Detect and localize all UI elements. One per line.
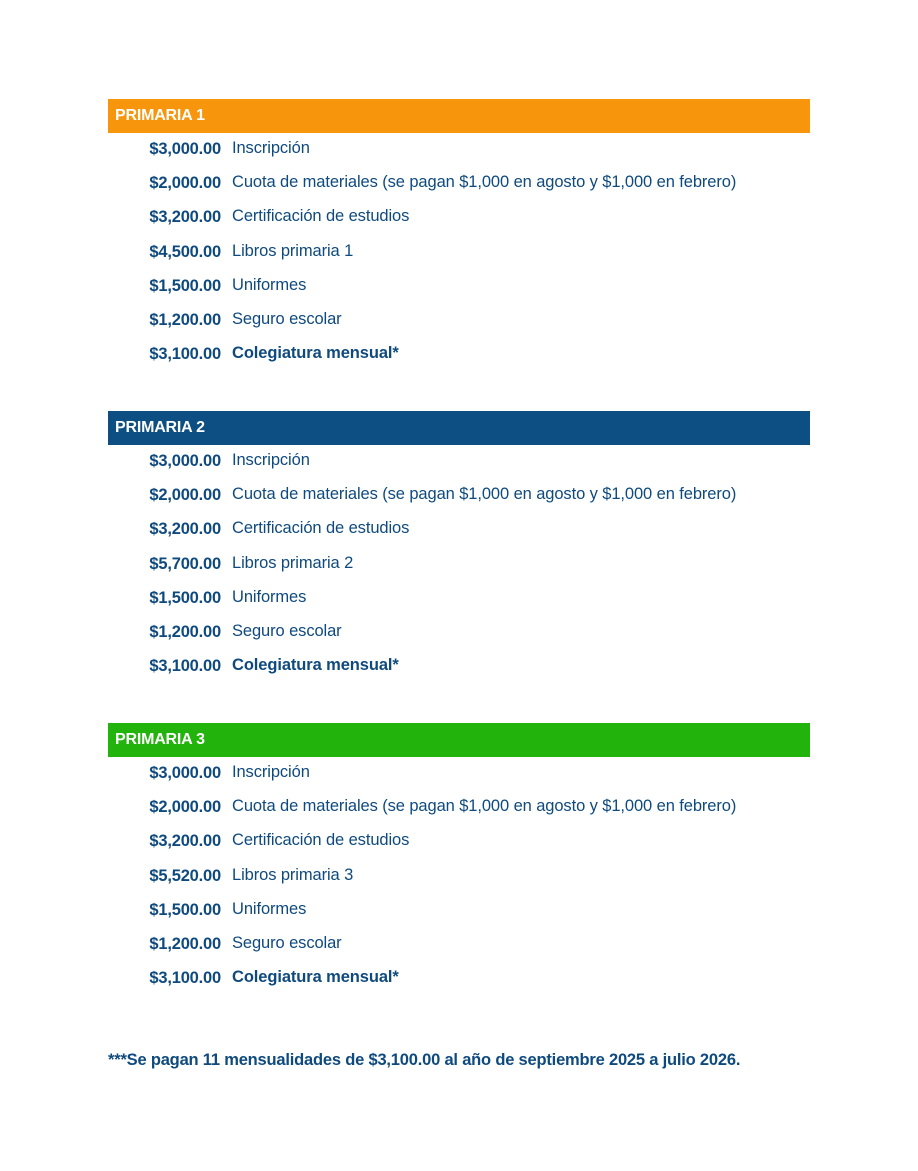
- fee-row: [108, 650, 810, 684]
- fee-description: Certificación de estudios: [232, 831, 410, 850]
- fee-description: Inscripción: [232, 763, 310, 781]
- fee-description: Certificación de estudios: [232, 207, 410, 226]
- fee-description: Colegiatura mensual*: [232, 968, 399, 987]
- fee-list: [108, 445, 810, 684]
- fee-description: Cuota de materiales (se pagan $1,000 en agosto y $1,000 en febrero): [232, 797, 737, 816]
- fee-amount: $1,200.00: [149, 622, 221, 641]
- fee-description: Cuota de materiales (se pagan $1,000 en agosto y $1,000 en febrero): [232, 173, 737, 192]
- fee-row: [108, 825, 810, 859]
- fee-row: [108, 928, 810, 962]
- fee-amount: $1,500.00: [149, 588, 221, 607]
- fee-description: Libros primaria 3: [232, 865, 354, 884]
- fee-description: Libros primaria 1: [232, 241, 354, 260]
- fee-row: [108, 445, 810, 479]
- fee-amount: $4,500.00: [149, 242, 221, 261]
- fee-amount: $1,200.00: [149, 934, 221, 953]
- fee-amount: $3,000.00: [149, 764, 221, 782]
- fee-row: [108, 757, 810, 791]
- section-header: PRIMARIA 2: [108, 411, 810, 445]
- fee-description: Uniformes: [232, 899, 307, 918]
- fee-row: [108, 860, 810, 894]
- section-primaria-1: [108, 99, 810, 372]
- fee-row: [108, 338, 810, 372]
- fee-row: [108, 479, 810, 513]
- fee-amount: $3,100.00: [149, 345, 221, 364]
- fee-row: [108, 791, 810, 825]
- fee-row: [108, 962, 810, 996]
- fee-description: Uniformes: [232, 275, 307, 294]
- fee-amount: $3,000.00: [149, 452, 221, 470]
- fee-row: [108, 894, 810, 928]
- fee-row: [108, 236, 810, 270]
- footnote: ***Se pagan 11 mensualidades de $3,100.00 al año de septiembre 2025 a julio 2026.: [108, 1051, 741, 1069]
- fee-amount: $3,200.00: [149, 520, 221, 539]
- fee-row: [108, 616, 810, 650]
- fee-list: [108, 133, 810, 372]
- fee-description: Inscripción: [232, 451, 310, 469]
- fee-amount: $3,100.00: [149, 969, 221, 988]
- fee-amount: $3,100.00: [149, 657, 221, 676]
- fee-row: [108, 513, 810, 547]
- fee-description: Inscripción: [232, 139, 310, 157]
- fee-row: [108, 548, 810, 582]
- fee-description: Cuota de materiales (se pagan $1,000 en agosto y $1,000 en febrero): [232, 485, 737, 504]
- fee-description: Libros primaria 2: [232, 553, 354, 572]
- fee-row: [108, 167, 810, 201]
- fee-description: Colegiatura mensual*: [232, 344, 399, 363]
- fee-amount: $2,000.00: [149, 798, 221, 817]
- fee-amount: $2,000.00: [149, 174, 221, 193]
- fee-row: [108, 270, 810, 304]
- fee-description: Uniformes: [232, 587, 307, 606]
- fee-row: [108, 582, 810, 616]
- fee-description: Seguro escolar: [232, 621, 342, 640]
- section-primaria-3: [108, 723, 810, 996]
- fee-amount: $3,200.00: [149, 208, 221, 227]
- fee-amount: $1,200.00: [149, 310, 221, 329]
- fee-amount: $3,000.00: [149, 140, 221, 158]
- fee-description: Seguro escolar: [232, 309, 342, 328]
- section-primaria-2: [108, 411, 810, 684]
- fee-row: [108, 304, 810, 338]
- fee-row: [108, 201, 810, 235]
- fee-amount: $1,500.00: [149, 900, 221, 919]
- fee-amount: $1,500.00: [149, 276, 221, 295]
- section-header: PRIMARIA 3: [108, 723, 810, 757]
- fee-list: [108, 757, 810, 996]
- fee-amount: $2,000.00: [149, 486, 221, 505]
- fee-description: Certificación de estudios: [232, 519, 410, 538]
- fee-row: [108, 133, 810, 167]
- fee-amount: $3,200.00: [149, 832, 221, 851]
- section-header: PRIMARIA 1: [108, 99, 810, 133]
- fee-description: Colegiatura mensual*: [232, 656, 399, 675]
- fee-amount: $5,520.00: [149, 866, 221, 885]
- fee-description: Seguro escolar: [232, 933, 342, 952]
- fee-amount: $5,700.00: [149, 554, 221, 573]
